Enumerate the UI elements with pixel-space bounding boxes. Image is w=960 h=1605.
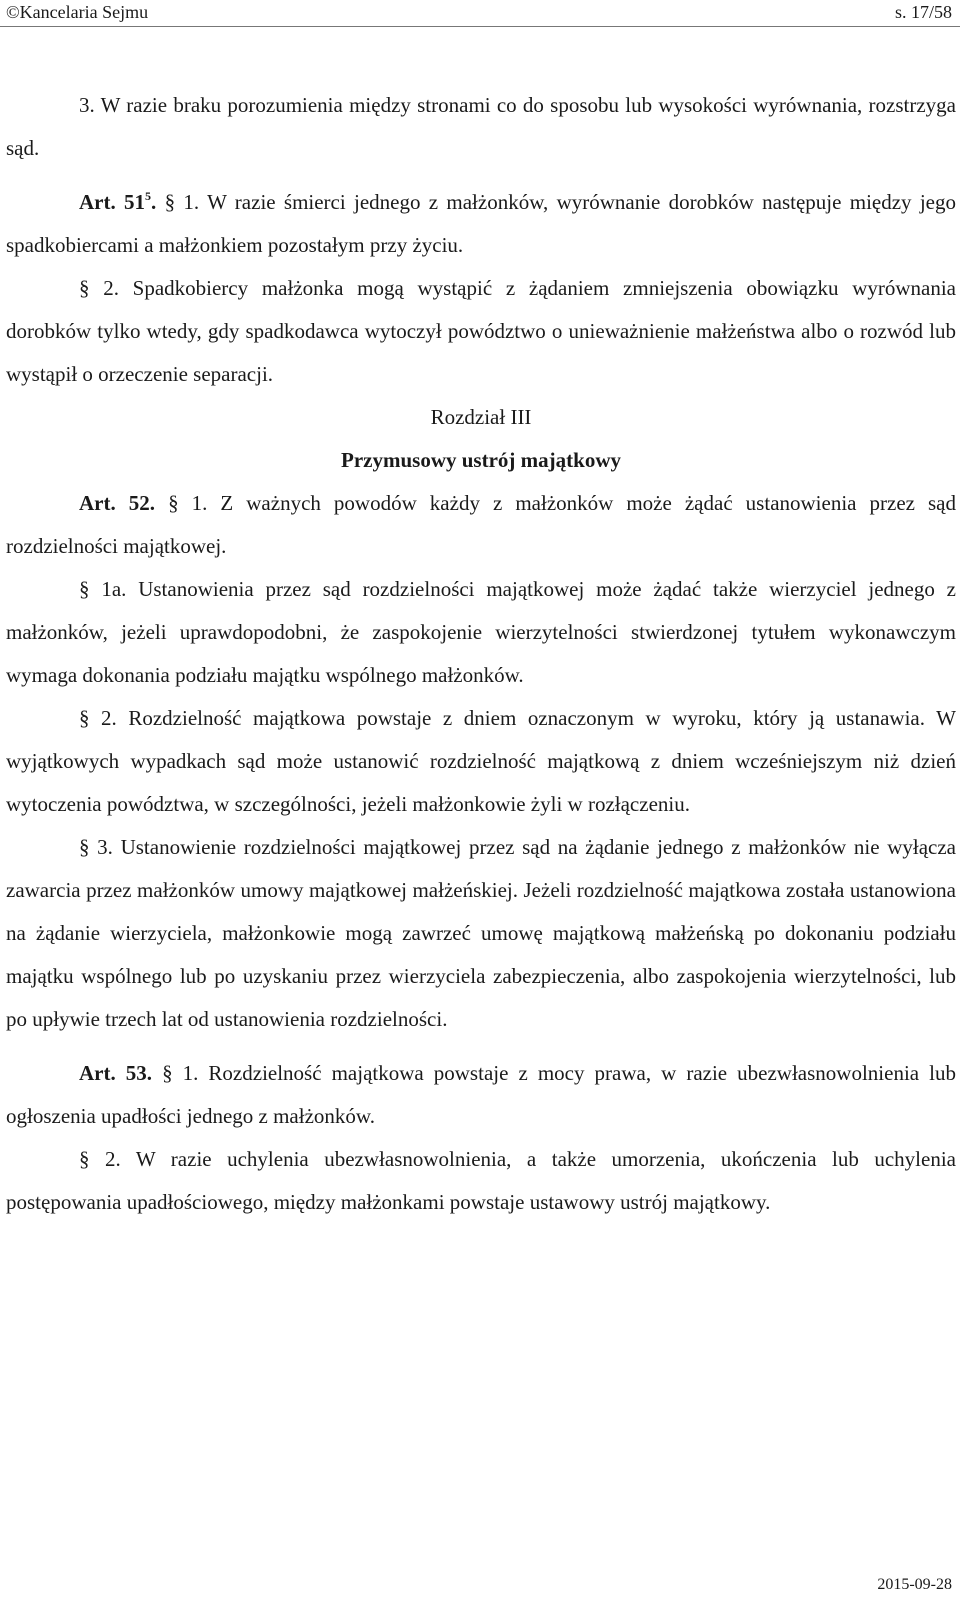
art51-5-paragraph-2: § 2. Spadkobiercy małżonka mogą wystąpić z żądaniem zmniejszenia obowiązku wyrównania dorobków tylko wtedy, gdy spadkodawca wytoczył powództwo o unieważnienie małżeństwa albo o rozwód lub wystąpił o orzeczenie separacji. — [6, 276, 956, 386]
art51-5-paragraph-1 — [6, 181, 956, 267]
source-label: ©Kancelaria Sejmu — [6, 2, 149, 22]
chapter-label: Rozdział III — [430, 405, 532, 429]
article-number: Art. 53. — [79, 1061, 153, 1085]
article-number: Art. $51^5$. — [79, 189, 157, 214]
paragraph-text: § 1. Z ważnych powodów każdy z małżonków może żądać ustanowienia przez sąd rozdzielności majątkowej. — [6, 491, 957, 558]
art51-4-paragraph-3: 3. W razie braku porozumienia między stronami co do sposobu lub wysokości wyrównania, rozstrzyga sąd. — [6, 93, 956, 160]
art52-paragraph-1 — [6, 482, 956, 568]
art52-paragraph-1a: § 1a. Ustanowienia przez sąd rozdzielności majątkowej może żądać także wierzyciel jednego z małżonków, jeżeli uprawdopodobni, że zaspokojenie wierzytelności stwierdzonej tytułem wykonawczym wymaga dokonania podziału majątku wspólnego małżonków. — [6, 577, 956, 687]
header-divider — [0, 26, 960, 27]
art52-paragraph-3: § 3. Ustanowienie rozdzielności majątkowej przez sąd na żądanie jednego z małżonków nie wyłącza zawarcia przez małżonków umowy majątkowej małżeńskiej. Jeżeli rozdzielność majątkowa została ustanowiona na żądanie wierzyciela, małżonkowie mogą zawrzeć umowę majątkową małżeńską po dokonaniu podziału majątku wspólnego lub po uzyskaniu przez wierzyciela zabezpieczenia, albo zaspokojenia wierzytelności, lub po upływie trzech lat od ustanowienia rozdzielności. — [6, 835, 956, 1031]
chapter-title: Przymusowy ustrój majątkowy — [341, 448, 621, 472]
paragraph-text: § 1. Rozdzielność majątkowa powstaje z mocy prawa, w razie ubezwłasnowolnienia lub ogłoszenia upadłości jednego z małżonków. — [6, 1061, 956, 1128]
article-superscript: 5 — [145, 189, 152, 203]
paragraph-text: § 1. W razie śmierci jednego z małżonków, wyrównanie dorobków następuje między jego spadkobiercami a małżonkiem pozostałym przy życiu. — [6, 190, 956, 257]
art53-paragraph-2: § 2. W razie uchylenia ubezwłasnowolnienia, a także umorzenia, ukończenia lub uchylenia postępowania upadłościowego, między małżonkami powstaje ustawowy ustrój majątkowy. — [6, 1147, 956, 1214]
article-number: Art. 52. — [79, 491, 156, 515]
document-date: 2015-09-28 — [877, 1576, 952, 1593]
art53-paragraph-1 — [6, 1052, 956, 1138]
page-number: s. 17/58 — [894, 2, 952, 22]
document-body — [6, 84, 956, 1224]
page-header — [6, 0, 952, 24]
art52-paragraph-2: § 2. Rozdzielność majątkowa powstaje z dniem oznaczonym w wyroku, który ją ustanawia. W wyjątkowych wypadkach sąd może ustanowić rozdzielność majątkową z dniem wcześniejszym niż dzień wytoczenia powództwa, w szczególności, jeżeli małżonkowie żyli w rozłączeniu. — [6, 706, 956, 816]
